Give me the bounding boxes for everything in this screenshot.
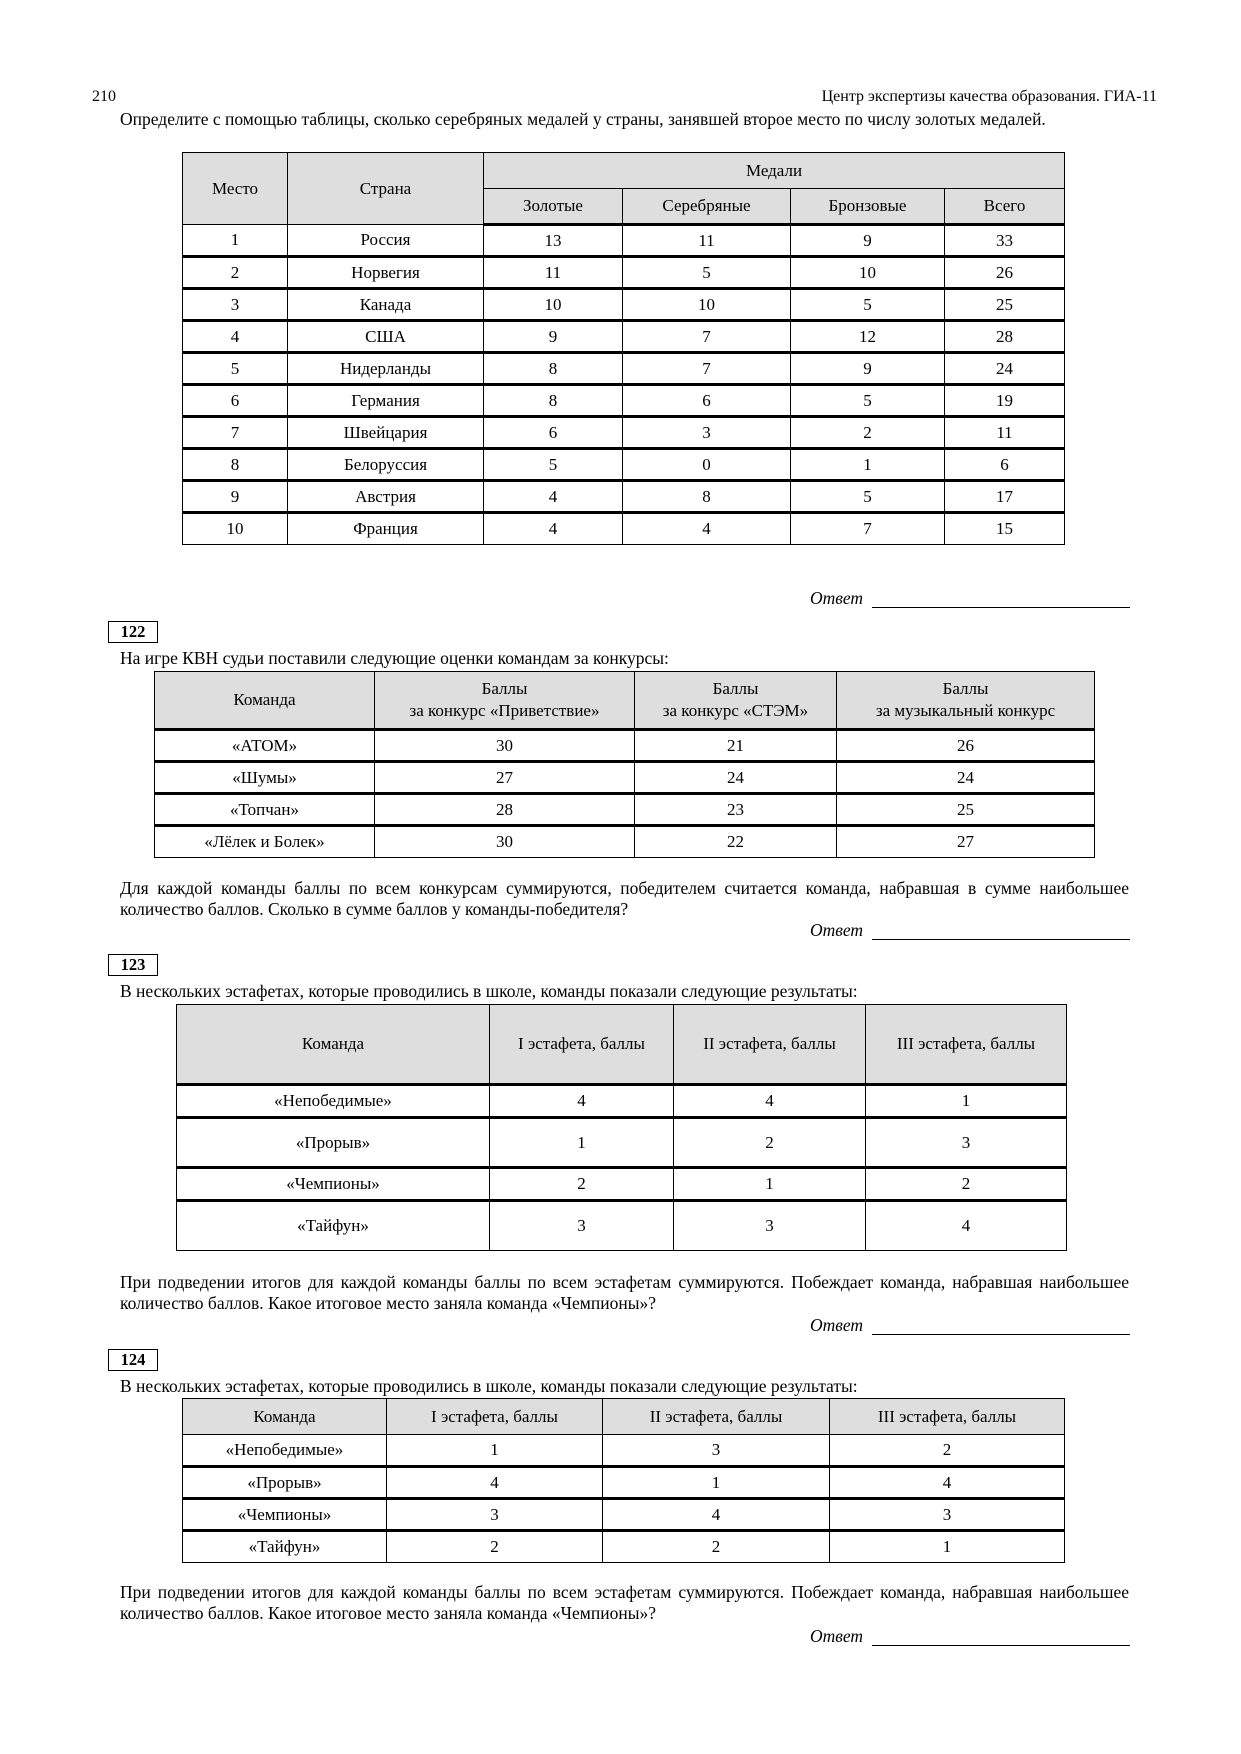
table-cell: «Тайфун» xyxy=(183,1531,387,1563)
header-silver: Серебряные xyxy=(623,189,791,225)
task-123-intro: В нескольких эстафетах, которые проводились в школе, команды показали следующие результаты: xyxy=(120,981,858,1001)
table-cell: 8 xyxy=(484,353,623,385)
table-cell: 11 xyxy=(484,257,623,289)
table-cell: 3 xyxy=(490,1201,674,1251)
table-cell: «Непобедимые» xyxy=(177,1085,490,1118)
table-row xyxy=(183,321,1065,353)
table-cell: 10 xyxy=(484,289,623,321)
table-cell: 5 xyxy=(791,385,945,417)
table-cell: 28 xyxy=(375,794,635,826)
table-cell: 1 xyxy=(791,449,945,481)
table-cell: 9 xyxy=(791,225,945,257)
header-gold: Золотые xyxy=(484,189,623,225)
table-cell: «Чемпионы» xyxy=(183,1499,387,1531)
table-row xyxy=(183,481,1065,513)
table-cell: 2 xyxy=(791,417,945,449)
table-row xyxy=(183,1435,1065,1467)
table-cell: 2 xyxy=(866,1168,1067,1201)
table-cell: 8 xyxy=(484,385,623,417)
answer-field-122[interactable] xyxy=(810,920,1130,942)
table-row xyxy=(183,417,1065,449)
table-cell: 4 xyxy=(603,1499,830,1531)
task-124-question: При подведении итогов для каждой команды баллы по всем эстафетам суммируются. Побеждает команда, набравшая наибольшее количество баллов. Какое итоговое место заняла команда «Чемпионы»? xyxy=(120,1582,1129,1623)
table-cell: 23 xyxy=(635,794,837,826)
table-cell: Норвегия xyxy=(288,257,484,289)
table-cell: 11 xyxy=(945,417,1065,449)
answer-label: Ответ xyxy=(810,920,864,940)
answer-line xyxy=(872,939,1130,940)
table-cell: 2 xyxy=(183,257,288,289)
table-cell: 1 xyxy=(866,1085,1067,1118)
table-cell: 12 xyxy=(791,321,945,353)
table-cell: 1 xyxy=(183,225,288,257)
header-contest-music-line2: за музыкальный конкурс xyxy=(875,701,1056,720)
table-cell: 24 xyxy=(837,762,1095,794)
table-cell: 30 xyxy=(375,826,635,858)
table-cell: 19 xyxy=(945,385,1065,417)
answer-line xyxy=(872,1645,1130,1646)
header-relay-3: III эстафета, баллы xyxy=(830,1399,1065,1435)
relay-table-123 xyxy=(176,1004,1067,1251)
table-cell: 24 xyxy=(635,762,837,794)
task-122-question: Для каждой команды баллы по всем конкурсам суммируются, победителем считается команда, набравшая в сумме наибольшее количество баллов. Сколько в сумме баллов у команды-победителя? xyxy=(120,878,1129,919)
table-row xyxy=(183,257,1065,289)
answer-label: Ответ xyxy=(810,1626,864,1646)
header-contest-greeting-line2: за конкурс «Приветствие» xyxy=(409,701,600,720)
table-cell: 6 xyxy=(623,385,791,417)
table-cell: 7 xyxy=(183,417,288,449)
table-cell: 5 xyxy=(791,289,945,321)
table-cell: 3 xyxy=(623,417,791,449)
table-row xyxy=(155,762,1095,794)
page-header-source: Центр экспертизы качества образования. ГИА-11 xyxy=(821,88,1157,105)
table-cell: 7 xyxy=(791,513,945,545)
table-row xyxy=(183,289,1065,321)
table-cell: Белоруссия xyxy=(288,449,484,481)
table-cell: 2 xyxy=(830,1435,1065,1467)
header-contest-music xyxy=(837,672,1095,730)
table-cell: 6 xyxy=(183,385,288,417)
table-cell: «Прорыв» xyxy=(177,1118,490,1168)
table-row xyxy=(155,730,1095,762)
header-relay-2: II эстафета, баллы xyxy=(674,1005,866,1085)
table-row xyxy=(177,1168,1067,1201)
table-cell: «Шумы» xyxy=(155,762,375,794)
table-cell: «Лёлек и Болек» xyxy=(155,826,375,858)
table-cell: 4 xyxy=(674,1085,866,1118)
table-cell: 28 xyxy=(945,321,1065,353)
table-cell: «Топчан» xyxy=(155,794,375,826)
table-cell: 1 xyxy=(830,1531,1065,1563)
table-cell: 7 xyxy=(623,321,791,353)
header-place: Место xyxy=(183,153,288,225)
header-total: Всего xyxy=(945,189,1065,225)
table-cell: 5 xyxy=(623,257,791,289)
table-cell: 3 xyxy=(830,1499,1065,1531)
table-cell: Германия xyxy=(288,385,484,417)
table-cell: Канада xyxy=(288,289,484,321)
task-122-intro: На игре КВН судьи поставили следующие оценки командам за конкурсы: xyxy=(120,648,669,668)
table-cell: 27 xyxy=(837,826,1095,858)
header-relay-1: I эстафета, баллы xyxy=(490,1005,674,1085)
table-row xyxy=(155,826,1095,858)
task-124-intro: В нескольких эстафетах, которые проводились в школе, команды показали следующие результаты: xyxy=(120,1376,858,1396)
table-cell: 4 xyxy=(830,1467,1065,1499)
answer-field-124[interactable] xyxy=(810,1626,1130,1648)
answer-label: Ответ xyxy=(810,1315,864,1335)
medals-table xyxy=(182,152,1065,545)
task-number-124: 124 xyxy=(108,1349,158,1371)
table-cell: 26 xyxy=(837,730,1095,762)
table-row xyxy=(183,385,1065,417)
table-cell: «Тайфун» xyxy=(177,1201,490,1251)
medals-table-body xyxy=(183,225,1065,545)
table-cell: Швейцария xyxy=(288,417,484,449)
table-row xyxy=(183,513,1065,545)
table-cell: 10 xyxy=(623,289,791,321)
table-cell: 25 xyxy=(945,289,1065,321)
table-row xyxy=(155,794,1095,826)
table-row xyxy=(183,225,1065,257)
table-row xyxy=(183,353,1065,385)
table-cell: 1 xyxy=(490,1118,674,1168)
table-row xyxy=(177,1085,1067,1118)
table-cell: 4 xyxy=(866,1201,1067,1251)
table-cell: Австрия xyxy=(288,481,484,513)
table-cell: «Прорыв» xyxy=(183,1467,387,1499)
table-cell: 24 xyxy=(945,353,1065,385)
answer-field-123[interactable] xyxy=(810,1315,1130,1337)
table-row xyxy=(183,449,1065,481)
header-contest-stem-line1: Баллы xyxy=(712,679,759,698)
header-medals: Медали xyxy=(484,153,1065,189)
header-relay-2: II эстафета, баллы xyxy=(603,1399,830,1435)
task-121-question: Определите с помощью таблицы, сколько серебряных медалей у страны, занявшей второе место по числу золотых медалей. xyxy=(120,109,1046,129)
table-cell: 2 xyxy=(603,1531,830,1563)
header-country: Страна xyxy=(288,153,484,225)
table-cell: 26 xyxy=(945,257,1065,289)
answer-line xyxy=(872,607,1130,608)
table-row xyxy=(183,1499,1065,1531)
header-contest-greeting-line1: Баллы xyxy=(481,679,528,698)
relay-table-124-body xyxy=(183,1435,1065,1563)
table-cell: 6 xyxy=(945,449,1065,481)
table-cell: Россия xyxy=(288,225,484,257)
table-cell: 4 xyxy=(387,1467,603,1499)
kvn-table xyxy=(154,671,1095,858)
table-cell: 4 xyxy=(484,513,623,545)
relay-table-123-body xyxy=(177,1085,1067,1251)
header-contest-greeting xyxy=(375,672,635,730)
table-cell: 4 xyxy=(490,1085,674,1118)
table-cell: 22 xyxy=(635,826,837,858)
table-cell: 25 xyxy=(837,794,1095,826)
table-cell: 33 xyxy=(945,225,1065,257)
task-number-123: 123 xyxy=(108,954,158,976)
table-row xyxy=(183,1467,1065,1499)
table-cell: 30 xyxy=(375,730,635,762)
table-cell: 3 xyxy=(866,1118,1067,1168)
table-cell: 4 xyxy=(623,513,791,545)
answer-line xyxy=(872,1334,1130,1335)
answer-field-121[interactable] xyxy=(810,588,1130,610)
table-cell: 3 xyxy=(183,289,288,321)
kvn-table-body xyxy=(155,730,1095,858)
table-cell: 9 xyxy=(791,353,945,385)
table-cell: 2 xyxy=(490,1168,674,1201)
table-cell: 5 xyxy=(183,353,288,385)
header-contest-music-line1: Баллы xyxy=(942,679,989,698)
table-row xyxy=(177,1118,1067,1168)
table-cell: 3 xyxy=(674,1201,866,1251)
table-cell: 5 xyxy=(484,449,623,481)
table-cell: 5 xyxy=(791,481,945,513)
task-123-question: При подведении итогов для каждой команды баллы по всем эстафетам суммируются. Побеждает команда, набравшая наибольшее количество баллов. Какое итоговое место заняла команда «Чемпионы»? xyxy=(120,1272,1129,1313)
table-cell: 0 xyxy=(623,449,791,481)
task-number-122: 122 xyxy=(108,621,158,643)
table-cell: «Чемпионы» xyxy=(177,1168,490,1201)
table-cell: 3 xyxy=(387,1499,603,1531)
table-cell: 4 xyxy=(484,481,623,513)
table-cell: Нидерланды xyxy=(288,353,484,385)
table-cell: 10 xyxy=(183,513,288,545)
table-cell: 6 xyxy=(484,417,623,449)
table-cell: 9 xyxy=(484,321,623,353)
table-cell: 7 xyxy=(623,353,791,385)
header-bronze: Бронзовые xyxy=(791,189,945,225)
table-cell: 1 xyxy=(387,1435,603,1467)
table-cell: США xyxy=(288,321,484,353)
header-team: Команда xyxy=(183,1399,387,1435)
table-cell: 8 xyxy=(623,481,791,513)
table-cell: 9 xyxy=(183,481,288,513)
table-cell: 2 xyxy=(674,1118,866,1168)
table-cell: «Непобедимые» xyxy=(183,1435,387,1467)
table-cell: 4 xyxy=(183,321,288,353)
table-cell: 3 xyxy=(603,1435,830,1467)
table-cell: 27 xyxy=(375,762,635,794)
header-contest-stem xyxy=(635,672,837,730)
table-cell: 11 xyxy=(623,225,791,257)
relay-table-124 xyxy=(182,1398,1065,1563)
page-number: 210 xyxy=(92,88,116,105)
table-cell: 8 xyxy=(183,449,288,481)
header-relay-3: III эстафета, баллы xyxy=(866,1005,1067,1085)
table-cell: 17 xyxy=(945,481,1065,513)
table-row xyxy=(183,1531,1065,1563)
table-cell: 2 xyxy=(387,1531,603,1563)
header-team: Команда xyxy=(177,1005,490,1085)
table-cell: 1 xyxy=(603,1467,830,1499)
table-cell: «АТОМ» xyxy=(155,730,375,762)
answer-label: Ответ xyxy=(810,588,864,608)
header-team: Команда xyxy=(155,672,375,730)
table-cell: 21 xyxy=(635,730,837,762)
table-cell: 1 xyxy=(674,1168,866,1201)
table-cell: 13 xyxy=(484,225,623,257)
header-relay-1: I эстафета, баллы xyxy=(387,1399,603,1435)
header-contest-stem-line2: за конкурс «СТЭМ» xyxy=(662,701,809,720)
table-cell: 10 xyxy=(791,257,945,289)
table-cell: 15 xyxy=(945,513,1065,545)
table-row xyxy=(177,1201,1067,1251)
table-cell: Франция xyxy=(288,513,484,545)
